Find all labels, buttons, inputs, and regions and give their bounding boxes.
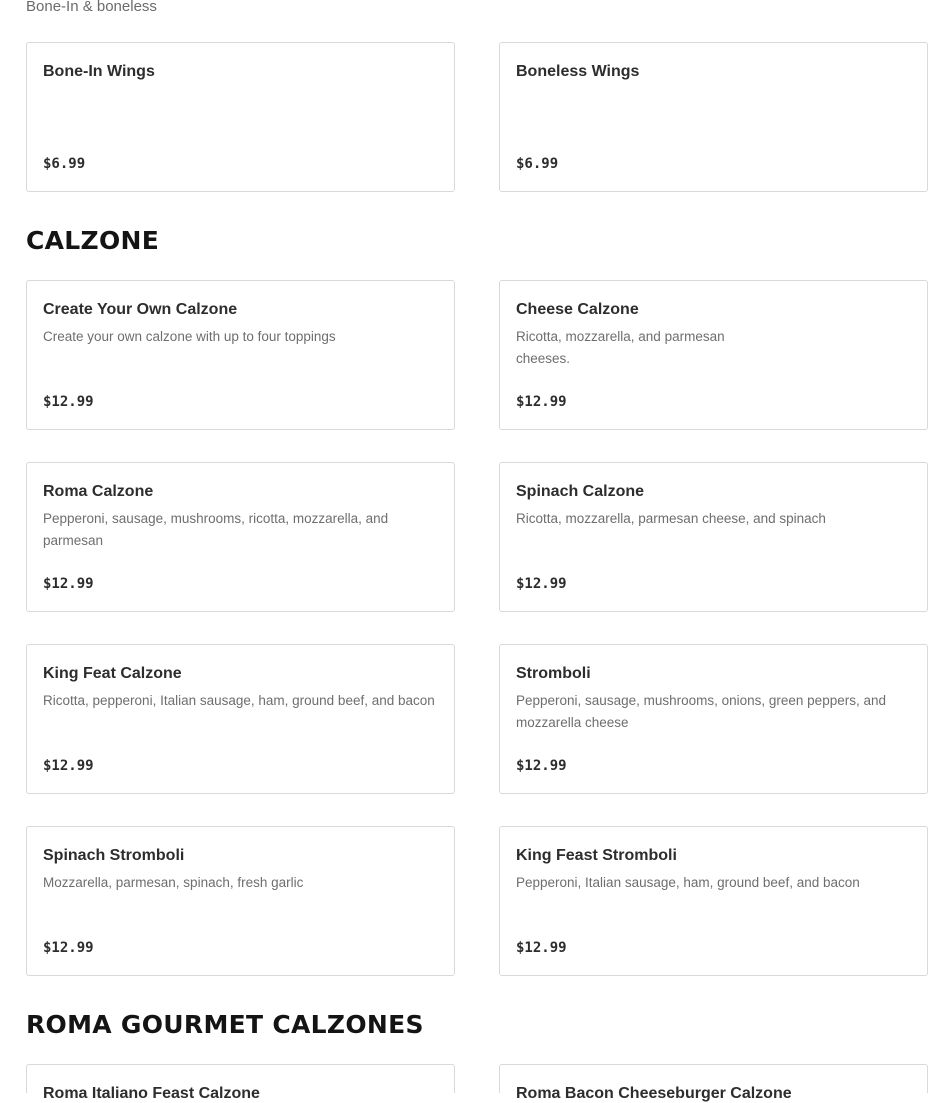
menu-item-card[interactable] — [26, 1064, 455, 1102]
menu-item-description: Create your own calzone with up to four toppings — [43, 329, 336, 344]
section-title-calzone: CALZONE — [26, 226, 160, 255]
menu-item-name: King Feat Calzone — [43, 665, 182, 682]
menu-item-name: Stromboli — [516, 665, 591, 682]
menu-item-card[interactable] — [499, 826, 928, 976]
menu-item-description: Pepperoni, sausage, mushrooms, onions, green peppers, and mozzarella cheese — [516, 693, 886, 730]
menu-item-card[interactable] — [26, 280, 455, 430]
menu-item-name: Roma Bacon Cheeseburger Calzone — [516, 1085, 792, 1102]
menu-item-name: Spinach Stromboli — [43, 847, 185, 864]
menu-item-price: $12.99 — [43, 940, 94, 956]
menu-item-card[interactable] — [26, 42, 455, 192]
menu-item-price: $6.99 — [516, 156, 559, 172]
menu-item-price: $12.99 — [516, 940, 567, 956]
menu-item-name: Bone-In Wings — [43, 63, 155, 80]
menu-item-price: $12.99 — [43, 394, 94, 410]
menu-item-card[interactable] — [26, 462, 455, 612]
menu-item-description: Pepperoni, Italian sausage, ham, ground beef, and bacon — [516, 875, 860, 890]
menu-item-card[interactable] — [26, 644, 455, 794]
menu-item-price: $12.99 — [43, 576, 94, 592]
menu-item-description: Ricotta, mozzarella, and parmesan cheeses. — [516, 329, 725, 366]
menu-item-name: Roma Calzone — [43, 483, 154, 500]
menu-item-name: Roma Italiano Feast Calzone — [43, 1085, 260, 1102]
section-title-gourmet-calzones: ROMA GOURMET CALZONES — [26, 1010, 424, 1039]
menu-item-name: King Feast Stromboli — [516, 847, 677, 864]
menu-item-price: $6.99 — [43, 156, 86, 172]
menu-item-price: $12.99 — [516, 576, 567, 592]
menu-item-description: Pepperoni, sausage, mushrooms, ricotta, mozzarella, and parmesan — [43, 511, 389, 548]
menu-item-card[interactable] — [499, 462, 928, 612]
menu-item-card[interactable] — [499, 1064, 928, 1102]
menu-item-card[interactable] — [499, 644, 928, 794]
menu-item-name: Cheese Calzone — [516, 301, 639, 318]
menu-item-description: Ricotta, mozzarella, parmesan cheese, and spinach — [516, 511, 826, 526]
menu-item-name: Create Your Own Calzone — [43, 301, 238, 318]
section-subtitle-wings: Bone-In & boneless — [26, 0, 157, 15]
menu-item-description: Ricotta, pepperoni, Italian sausage, ham, ground beef, and bacon — [43, 693, 435, 708]
menu-item-price: $12.99 — [516, 394, 567, 410]
menu-item-card[interactable] — [26, 826, 455, 976]
menu-item-card[interactable] — [499, 42, 928, 192]
menu-item-price: $12.99 — [516, 758, 567, 774]
menu-item-card[interactable] — [499, 280, 928, 430]
menu-item-description: Mozzarella, parmesan, spinach, fresh garlic — [43, 875, 304, 890]
menu-item-name: Spinach Calzone — [516, 483, 645, 500]
menu-item-name: Boneless Wings — [516, 63, 640, 80]
menu-item-price: $12.99 — [43, 758, 94, 774]
